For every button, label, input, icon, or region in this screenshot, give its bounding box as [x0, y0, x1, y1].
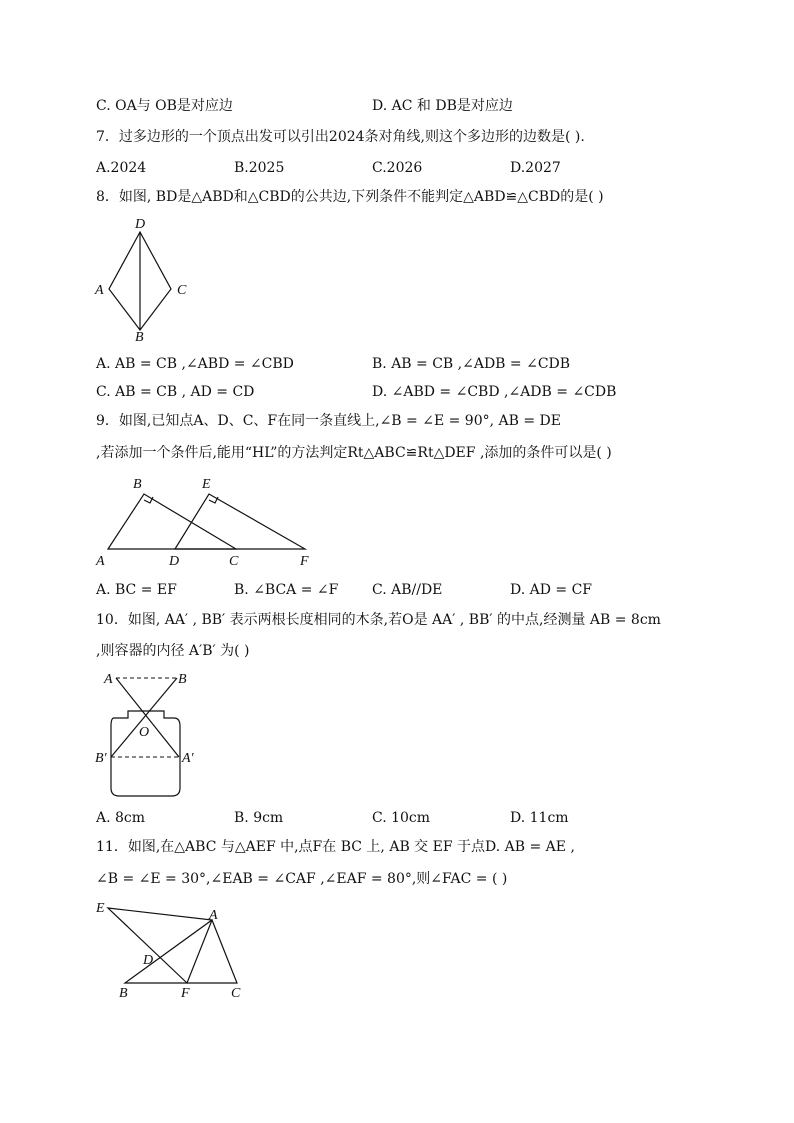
- q9-label-a: A: [96, 554, 105, 569]
- q8-label-c: C: [177, 283, 187, 298]
- q10-label-b: B: [178, 672, 187, 687]
- q9-label-c: C: [229, 554, 239, 569]
- q8-option-a: A. AB = CB ,∠ABD = ∠CBD: [96, 356, 294, 372]
- q11-label-a: A: [209, 908, 218, 923]
- option-d-q6: D. AC 和 DB是对应边: [372, 98, 513, 114]
- q10-option-d: D. 11cm: [510, 810, 569, 826]
- q11-triangles-diagram: [92, 896, 272, 1006]
- q10-label-a: A: [104, 672, 113, 687]
- question-11-text-line2: ∠B = ∠E = 30°,∠EAB = ∠CAF ,∠EAF = 80°,则∠FAC = ( ): [96, 871, 508, 887]
- q8-label-b: B: [135, 330, 144, 345]
- question-8-text: 8．如图, BD是△ABD和△CBD的公共边,下列条件不能判定△ABD≌△CBD的是( ): [96, 189, 604, 205]
- question-9-text-line1: 9．如图,已知点A、D、C、F在同一条直线上,∠B = ∠E = 90°, AB = DE: [96, 413, 561, 429]
- q10-option-a: A. 8cm: [96, 810, 146, 826]
- q10-container-diagram: [92, 668, 212, 803]
- question-7-text: 7．过多边形的一个顶点出发可以引出2024条对角线,则这个多边形的边数是( ).: [96, 129, 585, 145]
- question-9-text-line2: ,若添加一个条件后,能用“HL”的方法判定Rt△ABC≌Rt△DEF ,添加的条件可以是( ): [96, 445, 612, 461]
- q9-label-d: D: [169, 554, 180, 569]
- q11-label-f: F: [181, 986, 190, 1001]
- question-10-text-line1: 10．如图, AA′ , BB′ 表示两根长度相同的木条,若O是 AA′ , BB′ 的中点,经测量 AB = 8cm: [96, 612, 661, 628]
- q8-option-b: B. AB = CB ,∠ADB = ∠CDB: [372, 356, 571, 372]
- q8-label-a: A: [95, 283, 104, 298]
- q9-option-c: C. AB//DE: [372, 582, 443, 598]
- q7-option-c: C.2026: [372, 160, 423, 176]
- q11-triangle-aef: [108, 908, 212, 983]
- q8-option-c: C. AB = CB , AD = CD: [96, 384, 255, 400]
- q7-option-b: B.2025: [234, 160, 285, 176]
- q8-label-d: D: [135, 217, 146, 232]
- q9-label-e: E: [202, 477, 211, 492]
- q7-option-d: D.2027: [510, 160, 561, 176]
- q11-triangle-abc: [125, 920, 237, 983]
- q10-label-b-prime: B′: [95, 751, 107, 766]
- question-10-text-line2: ,则容器的内径 A′B′ 为( ): [96, 643, 250, 659]
- q10-label-a-prime: A′: [182, 751, 194, 766]
- q9-option-b: B. ∠BCA = ∠F: [234, 582, 339, 598]
- q9-label-b: B: [133, 477, 142, 492]
- q11-label-b: B: [119, 986, 128, 1001]
- q9-triangle-def: [175, 494, 305, 549]
- q9-triangles-diagram: [92, 470, 332, 570]
- q8-option-d: D. ∠ABD = ∠CBD ,∠ADB = ∠CDB: [372, 384, 617, 400]
- q10-option-b: B. 9cm: [234, 810, 284, 826]
- q11-label-c: C: [231, 986, 241, 1001]
- q7-option-a: A.2024: [96, 160, 147, 176]
- q10-container-outline: [111, 711, 180, 796]
- q9-triangle-abc: [108, 494, 236, 549]
- q9-option-a: A. BC = EF: [96, 582, 177, 598]
- q9-label-f: F: [300, 554, 309, 569]
- q10-option-c: C. 10cm: [372, 810, 431, 826]
- question-11-text-line1: 11．如图,在△ABC 与△AEF 中,点F在 BC 上, AB 交 EF 于点D. AB = AE ,: [96, 839, 575, 855]
- q10-label-o: O: [139, 725, 150, 740]
- q11-label-d: D: [143, 953, 154, 968]
- q9-option-d: D. AD = CF: [510, 582, 593, 598]
- q8-kite-diagram: [90, 214, 210, 344]
- option-c-q6: C. OA与 OB是对应边: [96, 98, 233, 114]
- q11-label-e: E: [96, 901, 105, 916]
